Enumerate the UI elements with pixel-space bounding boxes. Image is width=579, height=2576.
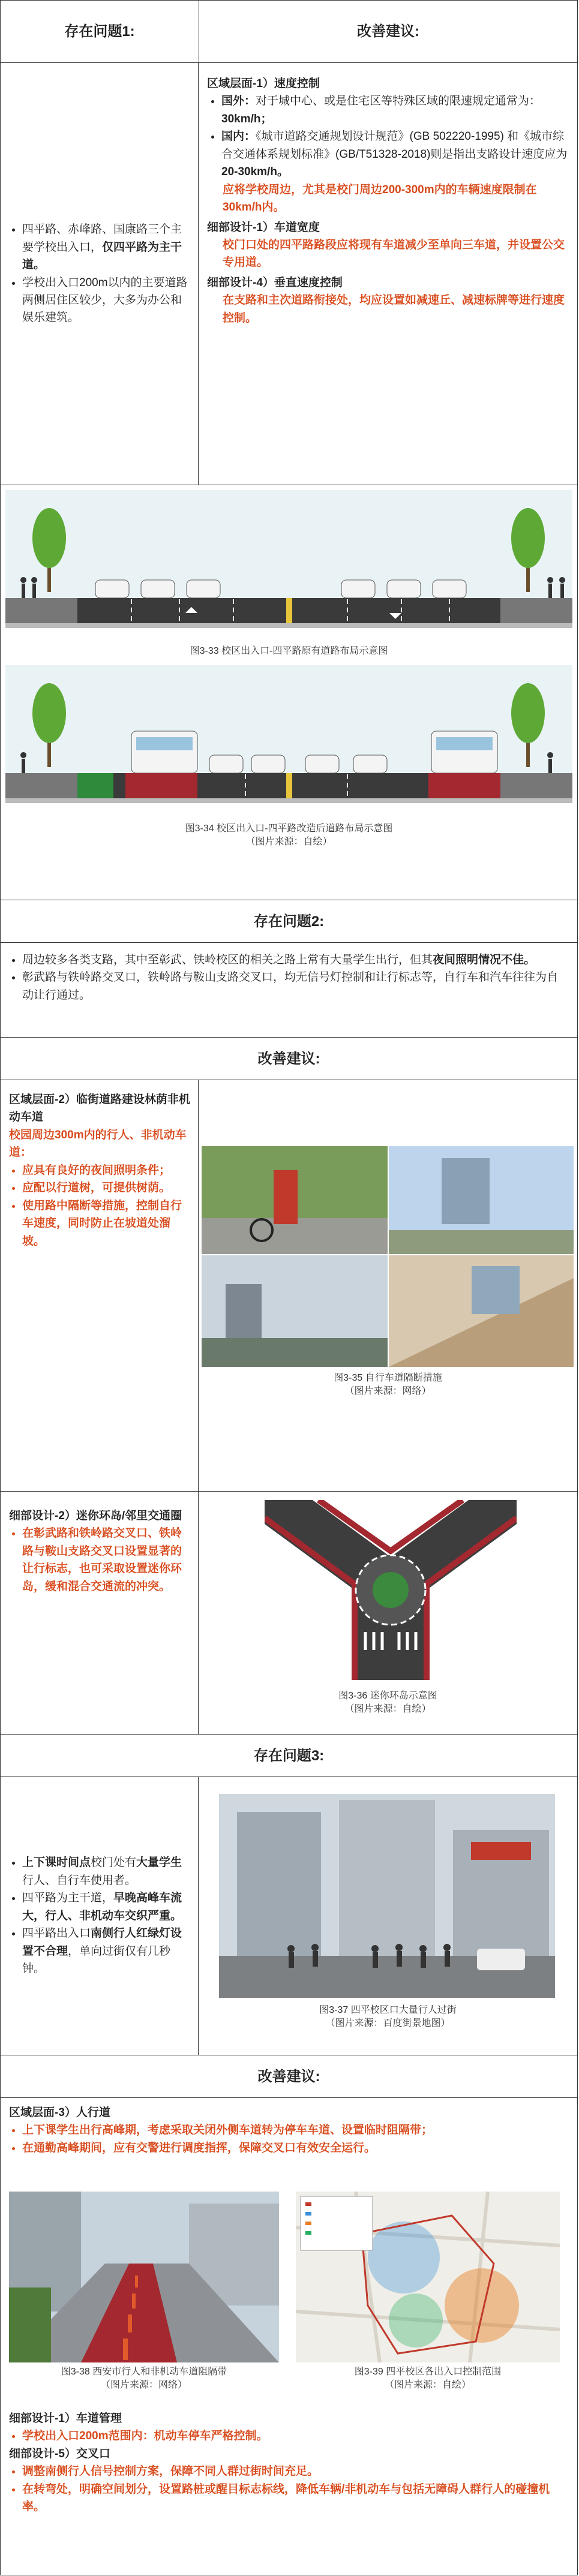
sidewalk-advice: • 在通勤高峰期间，应有交警进行调度指挥，保障交叉口有效安全运行。: [22, 2139, 569, 2157]
speed-control-title: 区域层面-1）速度控制: [207, 77, 320, 90]
intersection-advice: • 在转弯处，明确空间划分，设置路桩或醒目标志标线，降低车辆/非机动车与包括无障碍人群行人的碰撞机率。: [22, 2481, 569, 2516]
domestic-label: 国内：: [221, 130, 256, 143]
foreign-text: 对于城中心、或是住宅区等特殊区域的限速规定通常为：: [256, 95, 541, 108]
figure-3-34-source: （图片来源：自绘）: [245, 836, 332, 847]
domestic-text: 《城市道路交通规划设计规范》(GB 502220-1995) 和《城市综合交通体系规划标准》(GB/T51328-2018)则是指出支路设计速度应为: [221, 130, 568, 161]
roundabout-text-cell: [1, 1492, 199, 1734]
problem-highlight: 仅四平路为主干道。: [22, 241, 182, 272]
control-range-map: [296, 2192, 560, 2362]
crossing-street-photo: [219, 1794, 555, 1998]
problem-3-item: [22, 1889, 191, 1925]
figure-3-35-source: （图片来源：网络）: [344, 1385, 431, 1396]
barrier-photo: [9, 2192, 279, 2362]
figure-3-36-cell: [199, 1492, 577, 1734]
suggestion-3-title: 改善建议:: [1, 2055, 577, 2098]
problem-text: 校门处有: [91, 1856, 137, 1869]
problem-1-cell: [1, 63, 199, 485]
problem-highlight: 大量学生: [136, 1856, 182, 1869]
lane-advice: 校园周边300m内的行人、非机动车道：: [9, 1128, 187, 1159]
suggestion-2-lane: [1, 1080, 577, 1492]
vertical-speed-advice: 在支路和主次道路衔接处，均应设置如减速丘、减速标牌等进行速度控制。: [223, 294, 565, 324]
lane-management-title: 细部设计-1）车道管理: [9, 2412, 122, 2425]
suggestion-2-roundabout: [1, 1492, 577, 1735]
detail-design-block: [9, 2410, 569, 2516]
problem-3-item: [22, 1925, 191, 1977]
problem-text: 四平路为主干道，: [22, 1892, 114, 1905]
roundabout-island-icon: [373, 1572, 409, 1608]
sidewalk-advice: • 上下课学生出行高峰期，考虑采取关闭外侧车道转为停车车道、设置临时阻隔带；: [22, 2121, 569, 2139]
figure-3-37-caption: [199, 2004, 577, 2030]
figure-3-36-source: （图片来源：自绘）: [344, 1703, 431, 1714]
figure-3-35-cell: [199, 1080, 577, 1491]
lane-width-title: 细部设计-1）车道宽度: [207, 221, 320, 234]
problem-3-title: 存在问题3:: [1, 1735, 577, 1777]
problem-1-item: [22, 221, 192, 273]
lane-item: • 应配以行道树，可提供树荫。: [22, 1179, 191, 1197]
intersection-title: 细部设计-5）交叉口: [9, 2447, 110, 2460]
speed-limit-advice: 应将学校周边，尤其是校门周边200-300m内的车辆速度限制在30km/h内。: [223, 183, 537, 214]
problem-text: 彰武路与铁岭路交叉口，铁岭路与鞍山支路交叉口，均无信号灯控制和让行标志等，自行车和汽车往往为自动让行通过。: [22, 971, 559, 1002]
header-problem-1: 存在问题1:: [1, 1, 199, 62]
problem-highlight: 南侧行人红绿灯设置不合理: [22, 1927, 182, 1958]
lane-title: 区域层面-2）临街道路建设林荫非机动车道: [9, 1093, 190, 1124]
figure-3-36-caption: [199, 1690, 577, 1715]
figure-3-37-title: 图3-37 四平校区口大量行人过街: [319, 2005, 457, 2015]
problem-2-item: [22, 951, 569, 969]
lane-management-advice: • 学校出入口200m范围内：机动车停车严格控制。: [22, 2427, 569, 2445]
figure-3-38-source: （图片来源：网络）: [100, 2379, 187, 2390]
roundabout-title: 细部设计-2）迷你环岛/邻里交通圈: [9, 1510, 182, 1522]
problem-text: 四平路出入口: [22, 1927, 91, 1940]
problem-3-text-cell: [1, 1777, 199, 2055]
problem-text: ，单向过街仅有几秒钟。: [22, 1944, 171, 1976]
domestic-value: 20-30km/h。: [221, 166, 289, 179]
problem-text: 学校出入口200m以内的主要道路两侧居住区较少，大多为办公和娱乐建筑。: [22, 276, 188, 324]
road-layout-figures: [1, 485, 577, 900]
foreign-value: 30km/h；: [221, 112, 272, 125]
foreign-item: [221, 92, 569, 128]
problem-2-cell: [1, 943, 577, 1038]
suggestion-1-cell: [199, 63, 577, 485]
figure-3-36-title: 图3-36 迷你环岛示意图: [338, 1691, 437, 1701]
lane-item: • 应具有良好的夜间照明条件；: [22, 1162, 191, 1179]
sidewalk-title: 区域层面-3）人行道: [9, 2106, 110, 2119]
road-layout-modified-figure: [5, 665, 572, 822]
suggestion-2-title: 改善建议:: [1, 1038, 577, 1080]
header-suggestion: 改善建议:: [357, 23, 419, 40]
roundabout-advice: • 在彰武路和铁岭路交叉口、铁岭路与鞍山支路交叉口设置显著的让行标志，也可采取设置迷你环岛，缓和混合交通流的冲突。: [22, 1525, 191, 1595]
figure-3-38-caption: [9, 2365, 279, 2391]
figure-3-39-title: 图3-39 四平校区各出入口控制范围: [354, 2367, 502, 2377]
lane-width-advice: 校门口处的四平路路段应将现有车道减少至单向三车道，并设置公交专用道。: [223, 238, 565, 269]
problem-text: 周边较多各类支路，其中至彰武、铁岭校区的相关之路上常有大量学生出行，但其: [22, 954, 433, 966]
figure-3-34-caption: [1, 822, 577, 848]
problem-2-title: 存在问题2:: [1, 900, 577, 943]
vertical-speed-title: 细部设计-4）垂直速度控制: [207, 276, 343, 289]
intersection-advice: • 调整南侧行人信号控制方案，保障不同人群过街时间充足。: [22, 2463, 569, 2480]
figure-3-39-caption: [296, 2365, 560, 2391]
mini-roundabout-figure: [265, 1500, 517, 1680]
figure-3-35-caption: [199, 1372, 577, 1397]
figure-3-39-source: （图片来源：自绘）: [384, 2379, 471, 2390]
domestic-item: [221, 128, 569, 181]
figure-3-34-title: 图3-34 校区出入口-四平路改造后道路布局示意图: [185, 823, 393, 834]
figure-3-38-title: 图3-38 西安市行人和非机动车道阻隔带: [61, 2367, 227, 2377]
table-header: [1, 1, 577, 63]
road-layout-original-figure: [5, 490, 572, 647]
problem-text: 行人、自行车使用者。: [22, 1874, 137, 1887]
figure-3-33-caption: 图3-33 校区出入口-四平路原有道路布局示意图: [190, 646, 388, 656]
problem-highlight: 上下课时间点: [22, 1856, 91, 1869]
foreign-label: 国外：: [221, 95, 256, 108]
problem-highlight: 早晚高峰车流大，行人、非机动车交织严重。: [22, 1892, 182, 1922]
lane-text-cell: [1, 1080, 199, 1491]
problem-2-item: [22, 969, 569, 1004]
section-1: [1, 63, 577, 485]
figure-3-37-source: （图片来源：百度街景地图）: [325, 2018, 451, 2028]
figure-3-37-cell: [199, 1777, 577, 2055]
problem-highlight: 夜间照明情况不佳。: [433, 954, 536, 966]
lane-item: • 使用路中隔断等措施，控制自行车速度，同时防止在坡道处溜坡。: [22, 1197, 191, 1250]
problem-3-cell: [1, 1777, 577, 2055]
problem-1-item: [22, 274, 192, 327]
problem-text: 四平路、赤峰路、国康路三个主要学校出入口，: [22, 223, 182, 254]
suggestion-3-cell: [1, 2098, 577, 2575]
bike-lane-photos: [202, 1146, 574, 1368]
problem-3-item: [22, 1854, 191, 1889]
figure-3-35-title: 图3-35 自行车道隔断措施: [334, 1373, 442, 1383]
